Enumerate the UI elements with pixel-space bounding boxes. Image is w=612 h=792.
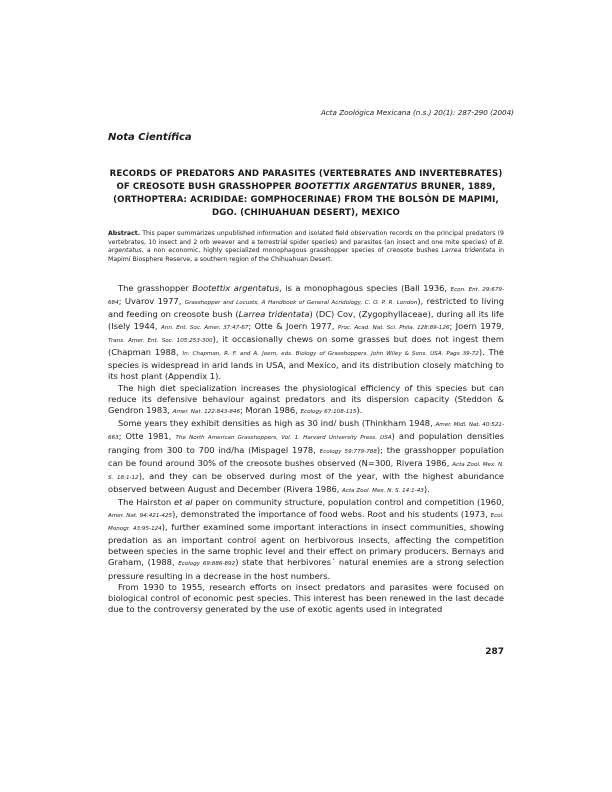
p3-text: ) and population densities ranging from 300 to 700 ind/ha (Mispagel 1978, <box>108 431 504 455</box>
p3-citation: Acta Zool. Mex. N. S. 18:1-12 <box>108 461 504 482</box>
p4-citation: Ecol. Monogr. 43:95-124 <box>108 512 504 532</box>
p2-text: ). <box>356 405 363 416</box>
p4-et-al: et al <box>173 497 193 508</box>
paragraph-3 <box>108 418 504 497</box>
abstract-plant: Larrea tridentata <box>441 247 496 255</box>
p1-text: ), it occasionally chews on some grasses but does not ingest them (Chapman 1988, <box>108 333 504 358</box>
title-part-1: RECORDS OF PREDATORS AND PARASITES (VERTEBRATES AND INVERTEBRATES) OF CREOSOTE BUSH GRASSHOPPER <box>109 169 503 192</box>
p1-text: ) (DC) Cov, (Zygophyllaceae), during all its life (Isely 1944, <box>108 309 504 331</box>
paragraph-2 <box>108 383 504 419</box>
abstract-label: Abstract. <box>108 230 141 237</box>
p4-citation: Amer. Nat. 94:421-425 <box>108 512 173 519</box>
p3-text: Some years they exhibit densities as high as 30 ind/ bush (Thinkham 1948, <box>118 418 436 429</box>
p3-text: ; Otte 1981, <box>118 431 176 442</box>
paragraph-4 <box>108 497 504 581</box>
p1-species: Bootettix argentatus <box>192 283 280 293</box>
p3-text: ). <box>423 484 430 495</box>
p1-plant: Larrea tridentata <box>238 309 310 320</box>
paragraph-1 <box>108 283 504 383</box>
p5-text: From 1930 to 1955, research efforts on insect predators and parasites were focused on biological control of economic pest species. This interest has been renewed in the last decade due to the controversy generated by the use of exotic agents used in integrated <box>108 581 504 615</box>
p3-citation: Amer. Midl. Nat. 40:521-663 <box>108 422 504 442</box>
p1-text: The grasshopper <box>118 283 193 293</box>
p3-text: ); the grasshopper population can be found around 30% of the creosote bushes observed (N=300, Rivera 1986, <box>108 444 504 468</box>
p2-citation: Ecology 67:108-115 <box>300 409 357 416</box>
abstract-text-2: , a non economic, highly specialized monophagous grasshopper species of creosote bushes <box>141 247 442 255</box>
p3-citation: Acta Zool. Mex. N. S. 14:1-43 <box>342 488 424 495</box>
abstract-species: B. argentatus <box>108 238 504 255</box>
p2-text: The high diet specialization increases the physiological efficiency of this species but can reduce its defensive behaviour against predators and its dispersion capacity (Steddon & Gendron 1983, <box>108 382 504 416</box>
p4-text: The Hairston <box>118 497 174 508</box>
p1-citation: In: Chapman, R. F. and A. Joern, eds. Biology of Grasshoppers. John Wiley & Sons. USA. Pags 39-72 <box>182 351 479 358</box>
p1-text: ; Uvarov 1977, <box>118 296 185 307</box>
paragraph-5 <box>108 582 504 616</box>
section-label: Nota Científica <box>108 132 192 143</box>
p4-text: ), further examined some important interactions in insect communities, showing predation as an important control agent on herbivorous insects, affecting the competition between species in the same trophic level and their effect on primary producers. Bernays and Graham, (1988, <box>108 521 504 568</box>
p4-text: ) state that herbivores´ natural enemies are a strong selection pressure resulting in a decrease in the host numbers. <box>108 557 504 581</box>
p2-text: ; Moran 1986, <box>240 405 301 416</box>
p1-citation: Trans. Amer. Ent. Soc. 105:253-300 <box>108 337 213 344</box>
p1-citation: Proc. Acad. Nat. Sci. Phila. 128:89-126 <box>337 324 450 331</box>
p1-text: ; Joern 1979, <box>449 320 505 331</box>
p3-citation: The North American Grasshoppers, Vol. 1. Harvard University Press. USA <box>175 435 392 442</box>
p1-text: ; Otte & Joern 1977, <box>248 320 338 331</box>
abstract-text-3: in Mapimí Biosphere Reserve, a southern region of the Chihuahuan Desert. <box>108 247 505 263</box>
p4-text: ), demonstrated the importance of food webs. Root and his students (1973, <box>172 508 491 519</box>
title-species: BOOTETTIX ARGENTATUS <box>294 182 418 192</box>
p1-text: , is a monophagous species (Ball 1936, <box>279 283 451 293</box>
p3-citation: Ecology 59:779-788 <box>319 448 377 455</box>
p1-citation: Grasshopper and Locusts, A Handbook of General Acridology, C. O. P. R. London <box>184 300 418 307</box>
article-title <box>108 168 504 220</box>
page-number: 287 <box>485 647 504 657</box>
p4-text: paper on community structure, population control and competition (1960, <box>192 497 505 508</box>
p1-citation: Econ. Ent. 29:679-684 <box>108 287 505 307</box>
p3-text: ), and they can be observed during most of the year, with the highest abundance observed between August and December (Rivera 1986, <box>108 471 504 495</box>
p1-text: ). The species is widespread in arid lands in USA, and Mexico, and its distribution closely matching to its host plant (Appendix 1). <box>108 347 504 382</box>
journal-citation-header: Acta Zoológica Mexicana (n.s.) 20(1): 287-290 (2004) <box>320 108 514 117</box>
abstract-text-1: This paper summarizes unpublished information and isolated field observation records on the principal predators (9 vertebrates, 10 insect and 2 orb weaver and a terrestrial spider species) and parasites (an insect and one mite species) of <box>108 230 504 246</box>
body-text <box>108 283 504 615</box>
title-part-2: BRUNER, 1889, (ORTHOPTERA: ACRIDIDAE: GOMPHOCERINAE) FROM THE BOLSÓN DE MAPIMI, DGO. (CHIHUAHUAN DESERT), MEXICO <box>113 182 499 218</box>
p2-citation: Amer. Nat. 122:843-846 <box>172 409 241 416</box>
p4-citation: Ecology 69:886-892 <box>178 561 236 568</box>
p1-text: ), restricted to living and feeding on creosote bush ( <box>108 296 504 320</box>
abstract <box>108 230 504 264</box>
p1-citation: Ann. Ent. Soc. Amer. 37:47-67 <box>160 324 249 331</box>
